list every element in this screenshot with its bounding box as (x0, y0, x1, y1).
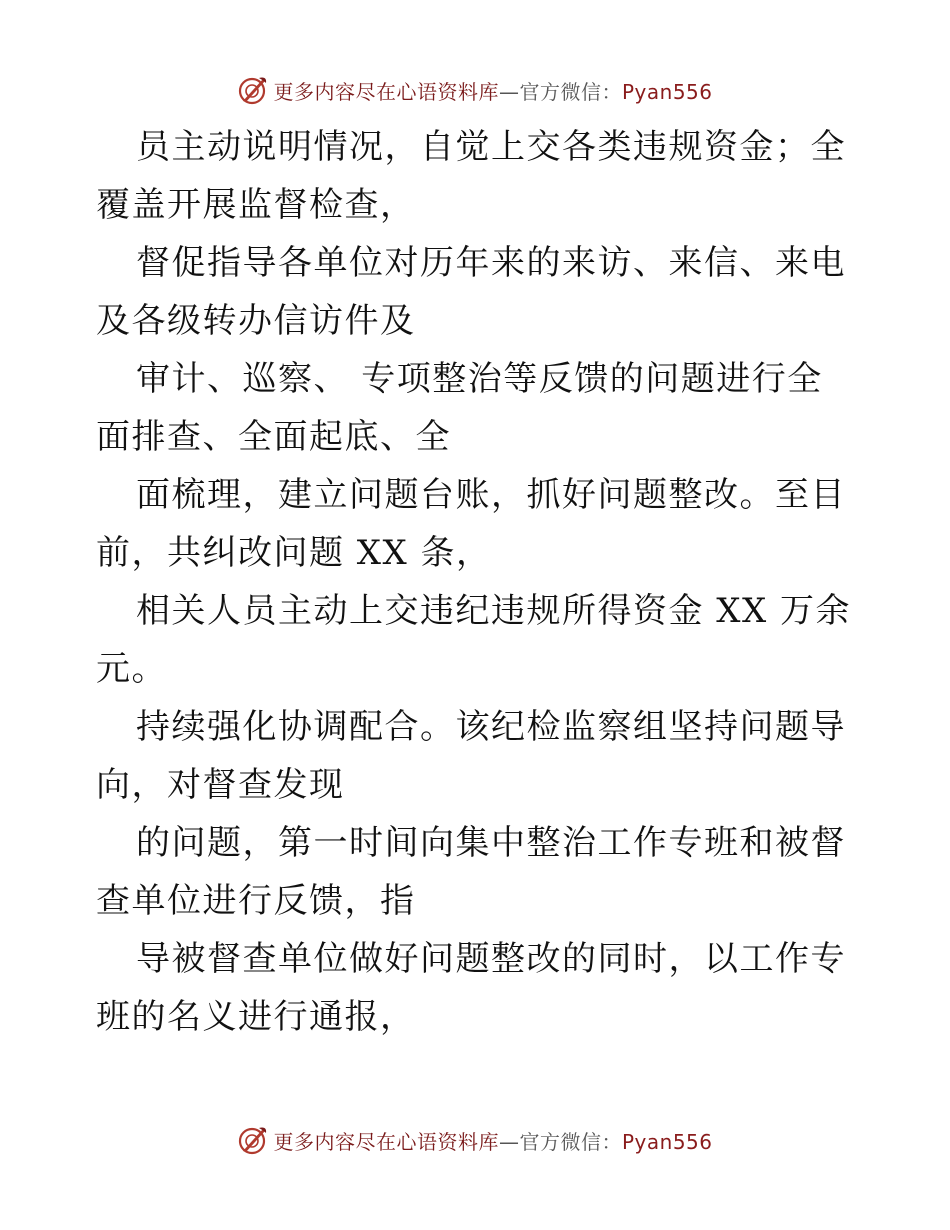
header-wechat-id: Pyan556 (621, 79, 713, 104)
paragraph-1: 员主动说明情况，自觉上交各类违规资金；全覆盖开展监督检查， (96, 127, 846, 225)
paragraph-4: 面梳理，建立问题台账，抓好问题整改。至目前，共纠改问题 XX 条， (96, 475, 846, 573)
paragraph-6: 持续强化协调配合。该纪检监察组坚持问题导向，对督查发现 (96, 707, 846, 805)
header-text (273, 76, 712, 105)
paragraph-2: 督促指导各单位对历年来的来访、来信、来电及各级转办信访件及 (96, 243, 846, 341)
footer-text (273, 1126, 712, 1155)
header-dash: — (498, 79, 520, 104)
document-body (96, 118, 856, 1046)
header-banner (0, 70, 950, 110)
header-title: 更多内容尽在心语资料库 (273, 79, 499, 104)
footer-dash: — (498, 1129, 520, 1154)
quill-pen-logo-icon (237, 1124, 269, 1156)
header-wechat-label: 官方微信： (519, 79, 622, 104)
paragraph-8: 导被督查单位做好问题整改的同时，以工作专班的名义进行通报， (96, 939, 846, 1037)
quill-pen-logo-icon (237, 74, 269, 106)
footer-title: 更多内容尽在心语资料库 (273, 1129, 499, 1154)
paragraph-7: 的问题，第一时间向集中整治工作专班和被督查单位进行反馈，指 (96, 823, 846, 921)
paragraph-3: 审计、巡察、 专项整治等反馈的问题进行全面排查、全面起底、全 (96, 359, 823, 457)
footer-wechat-id: Pyan556 (621, 1129, 713, 1154)
footer-wechat-label: 官方微信： (519, 1129, 622, 1154)
footer-banner (0, 1120, 950, 1160)
paragraph-5: 相关人员主动上交违纪违规所得资金 XX 万余元。 (96, 591, 852, 689)
